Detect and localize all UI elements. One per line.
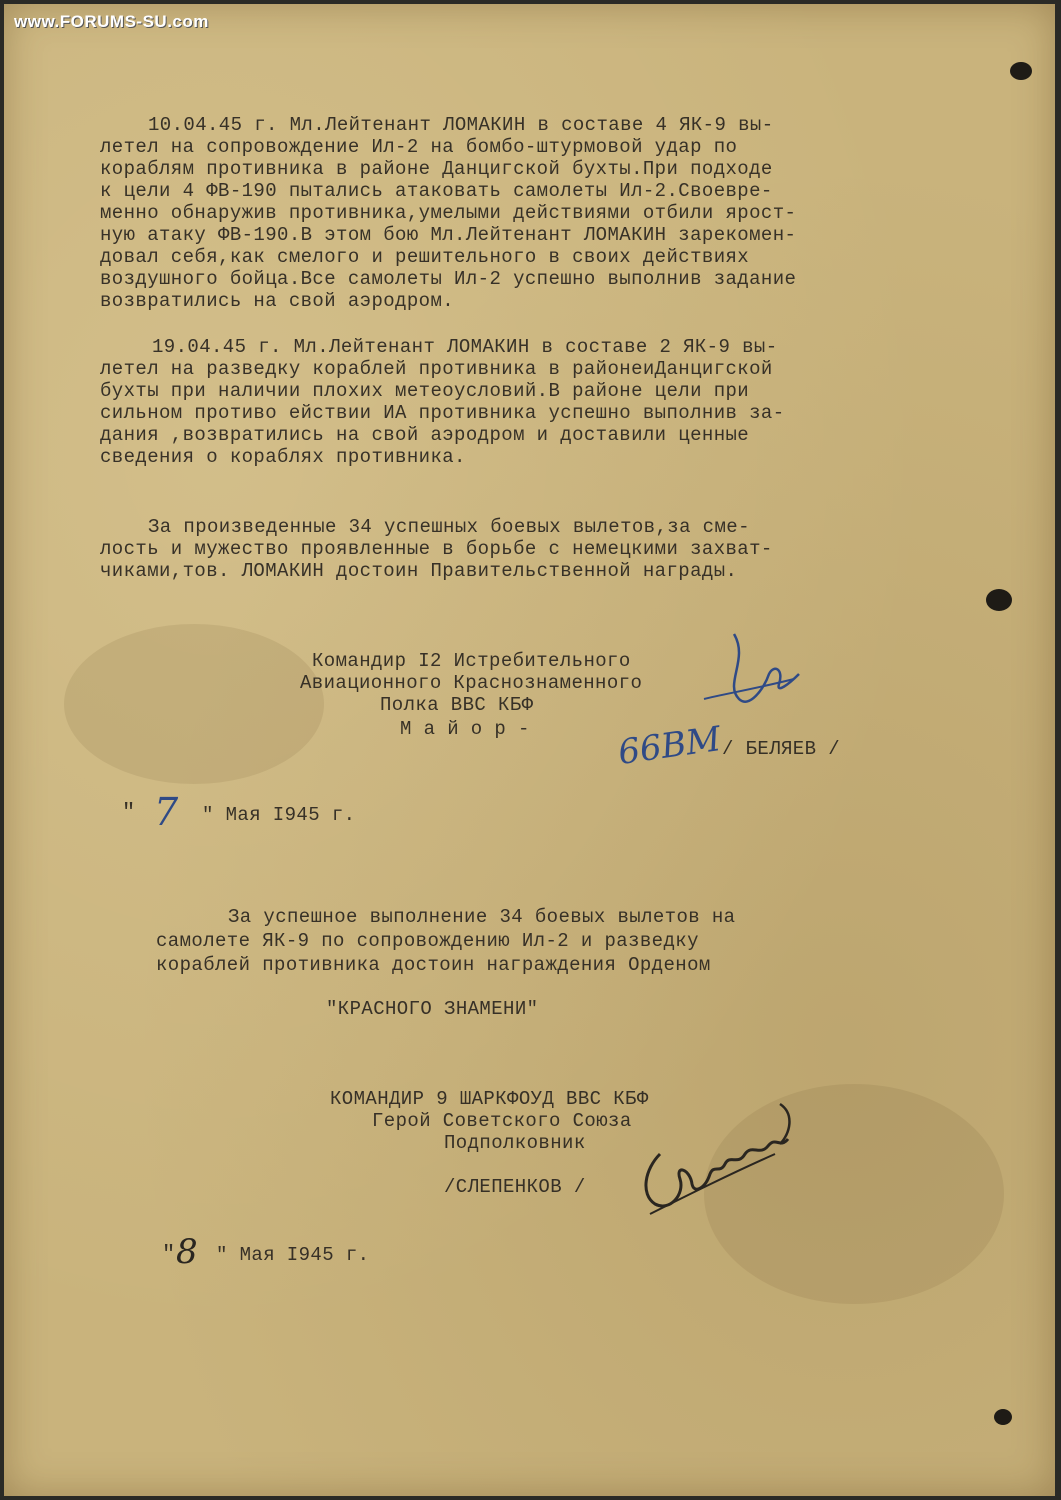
- signatory-title: Полка ВВС КБФ: [380, 694, 534, 716]
- handwritten-note: 66ВМ: [615, 719, 724, 773]
- signatory-title: КОМАНДИР 9 ШАРКФОУД ВВС КБФ: [330, 1088, 649, 1110]
- document-page: [4, 4, 1055, 1496]
- text-line: сведения о кораблях противника.: [100, 446, 466, 468]
- text-line: За произведенные 34 успешных боевых вылетов,за сме-: [148, 516, 750, 538]
- signatory-name: /СЛЕПЕНКОВ /: [444, 1176, 586, 1198]
- text-line: менно обнаружив противника,умелыми действиями отбили ярост-: [100, 202, 797, 224]
- text-line: бухты при наличии плохих метеоусловий.В районе цели при: [100, 380, 750, 402]
- signature-scribble-beliaev: [694, 629, 814, 729]
- text-line: 19.04.45 г. Мл.Лейтенант ЛОМАКИН в составе 2 ЯК-9 вы-: [152, 336, 778, 358]
- hole-punch: [986, 589, 1012, 611]
- text-line: кораблям противника в районе Данцигской бухты.При подходе: [100, 158, 773, 180]
- date-text: " Мая I945 г.: [202, 804, 356, 826]
- text-line: За успешное выполнение 34 боевых вылетов на: [228, 906, 736, 928]
- text-line: 10.04.45 г. Мл.Лейтенант ЛОМАКИН в составе 4 ЯК-9 вы-: [148, 114, 774, 136]
- date-text: " Мая I945 г.: [216, 1244, 370, 1266]
- text-line: летел на разведку кораблей противника в районеиДанцигской: [100, 358, 773, 380]
- paper-stain: [64, 624, 324, 784]
- text-line: лость и мужество проявленные в борьбе с немецкими захват-: [100, 538, 773, 560]
- hole-punch: [1010, 62, 1032, 80]
- order-name: "КРАСНОГО ЗНАМЕНИ": [326, 998, 539, 1020]
- signature-scribble-slepenkov: [630, 1094, 810, 1224]
- text-line: кораблей противника достоин награждения Орденом: [156, 954, 711, 976]
- text-line: летел на сопровождение Ил-2 на бомбо-штурмовой удар по: [100, 136, 738, 158]
- text-line: довал себя,как смелого и решительного в своих действиях: [100, 246, 750, 268]
- text-line: к цели 4 ФВ-190 пытались атаковать самолеты Ил-2.Своевре-: [100, 180, 773, 202]
- date-day-handwritten: 7: [154, 790, 179, 834]
- watermark: www.FORUMS-SU.com: [14, 12, 209, 31]
- signatory-name: / БЕЛЯЕВ /: [722, 738, 841, 760]
- signatory-title: Командир I2 Истребительного: [312, 650, 631, 672]
- text-line: чиками,тов. ЛОМАКИН достоин Правительственной награды.: [100, 560, 738, 582]
- signatory-rank: Подполковник: [444, 1132, 586, 1154]
- signatory-title: Герой Советского Союза: [372, 1110, 632, 1132]
- text-line: воздушного бойца.Все самолеты Ил-2 успешно выполнив задание: [100, 268, 797, 290]
- date-day-handwritten: 8: [176, 1232, 198, 1272]
- text-line: возвратились на свой аэродром.: [100, 290, 455, 312]
- text-line: ную атаку ФВ-190.В этом бою Мл.Лейтенант ЛОМАКИН зарекомен-: [100, 224, 797, 246]
- signatory-rank: М а й о р -: [400, 718, 530, 740]
- date-quote: ": [162, 1242, 176, 1267]
- date-quote: ": [122, 800, 136, 825]
- text-line: сильном противо ействии ИА противника успешно выполнив за-: [100, 402, 785, 424]
- text-line: самолете ЯК-9 по сопровождению Ил-2 и разведку: [156, 930, 699, 952]
- text-line: дания ,возвратились на свой аэродром и доставили ценные: [100, 424, 750, 446]
- signatory-title: Авиационного Краснознаменного: [300, 672, 643, 694]
- hole-punch: [994, 1409, 1012, 1425]
